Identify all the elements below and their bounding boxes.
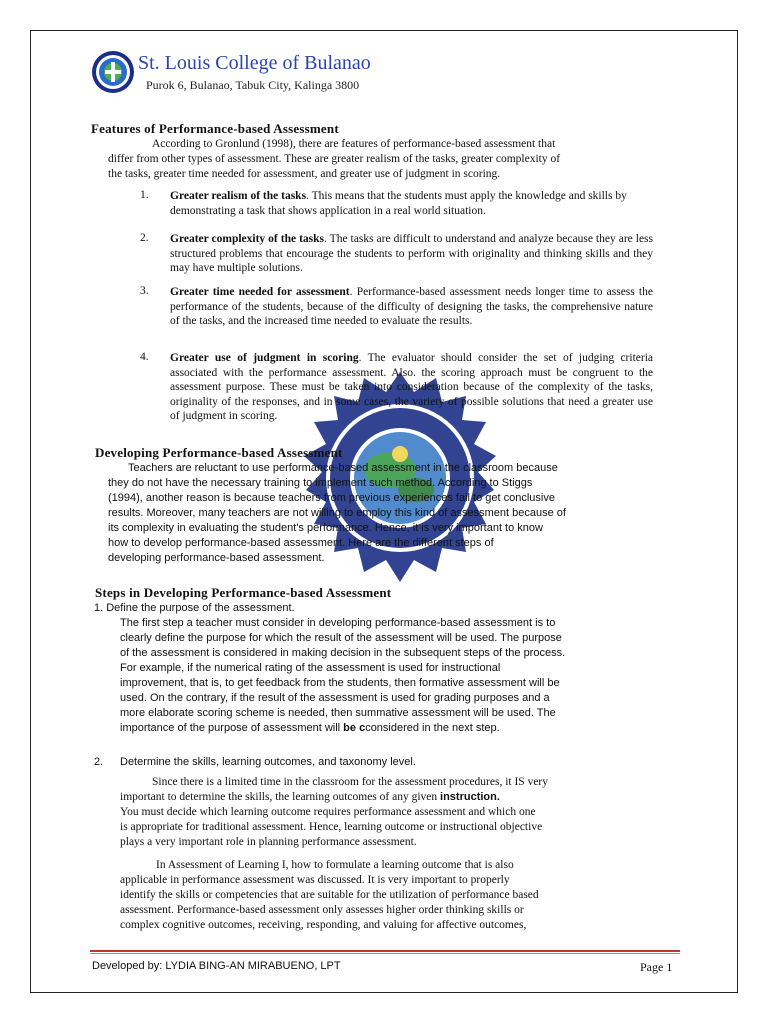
section-title-developing: Developing Performance-based Assessment [95,445,343,460]
list-number: 2. [140,232,149,244]
step2-paragraph-2 [120,858,680,933]
list-item-title: Greater realism of the tasks [170,190,307,202]
list-item [170,232,653,276]
list-item [170,189,653,218]
paragraph-text: importance of the purpose of assessment will [120,722,344,734]
paragraph-line: assessment. Performance-based assessment only assesses higher order thinking skills or [120,904,524,916]
intro-line: the tasks, greater time needed for assessment, and greater use of judgment in scoring. [108,168,501,180]
paragraph-line: they do not have the necessary training to implement such method. According to Stiggs [108,477,533,489]
step2-heading: Determine the skills, learning outcomes, and taxonomy level. [120,756,416,768]
bold-fragment: be c [343,722,366,734]
footer-rule-accent [90,953,680,954]
paragraph-line: clearly define the purpose for which the result of the assessment will be used. The purpose [120,632,562,644]
paragraph-line: developing performance-based assessment. [108,552,325,564]
intro-line: differ from other types of assessment. These are greater realism of the tasks, greater complexity of [108,153,561,165]
paragraph-line [120,721,680,736]
footer-author: Developed by: LYDIA BING-AN MIRABUENO, LPT [92,960,341,972]
paragraph-line: Since there is a limited time in the classroom for the assessment procedures, it IS very [152,776,549,788]
paragraph-line: how to develop performance-based assessment. Here are the different steps of [108,537,494,549]
paragraph-line: used. On the contrary, if the result of the assessment is used for grading purposes and a [120,692,550,704]
list-item-text: . Performance-based assessment needs longer time to assess the performance of the students, because of the difficulty of designing the tasks, the comprehensive nature of the tasks, and the increased time needed to evaluate the results. [170,286,653,327]
paragraph-line: more elaborate scoring scheme is needed, then summative assessment will be used. The [120,707,556,719]
paragraph-line: of the assessment is considered in making decision in the subsequent steps of the process. [120,647,566,659]
paragraph-line: The first step a teacher must consider in developing performance-based assessment is to [120,617,556,629]
list-item-text: . This means that the students must apply the knowledge and skills by demonstrating a task that shows application in a real world situation. [170,190,627,217]
college-seal-icon [91,50,135,94]
features-intro [108,137,688,182]
list-item-title: Greater time needed for assessment [170,286,350,298]
school-name: St. Louis College of Bulanao [138,52,371,74]
developing-paragraph [108,461,688,566]
list-item [170,285,653,329]
bold-fragment: instruction. [440,791,500,803]
page-number: Page 1 [640,960,673,974]
step2-paragraph-1 [120,775,680,850]
paragraph-line: complex cognitive outcomes, receiving, responding, and valuing for affective outcomes, [120,919,527,931]
paragraph-line: applicable in performance assessment was discussed. It is very important to properly [120,874,510,886]
list-item-title: Greater complexity of the tasks [170,233,325,245]
intro-line: According to Gronlund (1998), there are features of performance-based assessment that [152,138,556,150]
paragraph-line: results. Moreover, many teachers are not willing to employ this kind of assessment because of [108,507,566,519]
paragraph-line: In Assessment of Learning I, how to formulate a learning outcome that is also [156,859,514,871]
paragraph-line: plays a very important role in planning performance assessment. [120,836,417,848]
paragraph-line [120,790,680,805]
paragraph-line: its complexity in evaluating the student's performance. Hence, it is very important to know [108,522,543,534]
list-item [170,351,653,424]
paragraph-line: (1994), another reason is because teachers from previous experiences fail to get conclusive [108,492,555,504]
paragraph-line: You must decide which learning outcome requires performance assessment and which one [120,806,536,818]
paragraph-line: For example, if the numerical rating of the assessment is used for instructional [120,662,501,674]
list-number: 3. [140,285,149,297]
list-number: 4. [140,351,149,363]
paragraph-line: is appropriate for traditional assessment. Hence, learning outcome or instructional objective [120,821,543,833]
paragraph-line: Teachers are reluctant to use performance-based assessment in the classroom because [128,462,558,474]
list-number: 1. [140,189,149,201]
footer-rule [90,950,680,952]
school-address: Purok 6, Bulanao, Tabuk City, Kalinga 3800 [146,78,360,92]
section-title-steps: Steps in Developing Performance-based Assessment [95,585,392,600]
paragraph-text: important to determine the skills, the learning outcomes of any given [120,791,441,803]
step2-number: 2. [94,756,104,768]
step1-paragraph [120,616,680,736]
step1-heading: 1. Define the purpose of the assessment. [94,602,295,614]
list-item-title: Greater use of judgment in scoring [170,352,359,364]
section-title-features: Features of Performance-based Assessment [91,121,339,136]
paragraph-line: improvement, that is, to get feedback from the students, then formative assessment will be [120,677,560,689]
paragraph-line: identify the skills or competencies that are suitable for the utilization of performance based [120,889,539,901]
paragraph-text: considered in the next step. [365,722,500,734]
list-item-text: . The tasks are difficult to understand and analyze because they are less structured problems that encourage the students to perform with originality and thinking skills and they may have multiple solutions. [170,233,654,274]
list-item-text: . The evaluator should consider the set of judging criteria associated with the performance assessment. Also. the scoring approach must be congruent to the assessment purpose. These must be taken into consideration because of the complexity of the tasks, originality of the responses, and in some cases, the variety of possible solutions that need a greater use of judgment in scoring. [170,352,653,422]
